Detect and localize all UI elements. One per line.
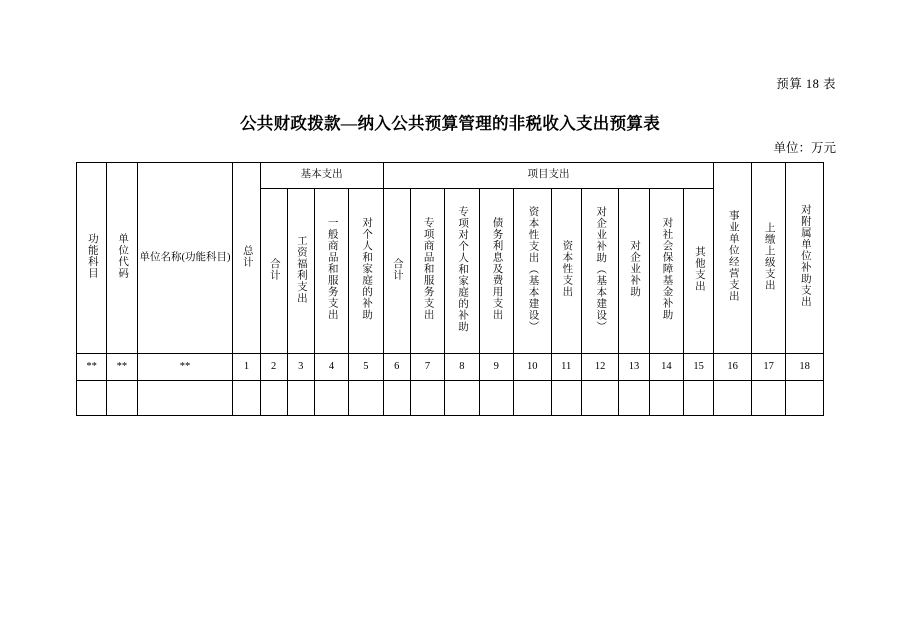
header-cell-social-security-fund-subsidy <box>649 189 683 354</box>
header-label-enterprise-subsidy-construction: 对企业补助（基本建设） <box>595 205 607 333</box>
header-label-special-goods-services: 专项商品和服务支出 <box>422 217 434 321</box>
header-label-social-security-fund-subsidy: 对社会保障基金补助 <box>661 217 673 321</box>
header-label-remit-upper: 上缴上级支出 <box>763 221 775 291</box>
cell-number: 16 <box>714 354 752 381</box>
header-label-institution-operating: 事业单位经营支出 <box>727 210 739 303</box>
header-cell-unit-name <box>137 163 233 354</box>
cell-blank <box>619 381 649 416</box>
cell-blank <box>77 381 107 416</box>
cell-blank <box>649 381 683 416</box>
cell-blank <box>479 381 513 416</box>
header-cell-personal-family-subsidy <box>349 189 383 354</box>
cell-number: ** <box>107 354 137 381</box>
header-label-debt-interest-fees: 债务利息及费用支出 <box>491 217 503 321</box>
header-label-enterprise-subsidy: 对企业补助 <box>629 240 641 298</box>
cell-number: 17 <box>751 354 785 381</box>
cell-blank <box>349 381 383 416</box>
cell-number: 15 <box>684 354 714 381</box>
cell-number: 5 <box>349 354 383 381</box>
header-label-project-subtotal: 合计 <box>391 257 403 281</box>
header-label-total: 总计 <box>241 244 253 268</box>
header-cell-debt-interest-fees <box>479 189 513 354</box>
page-title: 公共财政拨款—纳入公共预算管理的非税收入支出预算表 <box>240 114 660 133</box>
header-cell-special-goods-services <box>410 189 444 354</box>
cell-number: 3 <box>287 354 314 381</box>
header-cell-general-goods-services <box>314 189 348 354</box>
cell-number: ** <box>77 354 107 381</box>
cell-blank <box>410 381 444 416</box>
cell-number: 2 <box>260 354 287 381</box>
cell-number: 18 <box>786 354 824 381</box>
cell-number: 14 <box>649 354 683 381</box>
header-label-unit-code: 单位代码 <box>117 233 129 280</box>
header-cell-enterprise-subsidy <box>619 189 649 354</box>
form-code: 预算 18 表 <box>776 77 836 91</box>
header-cell-total <box>233 163 260 354</box>
cell-number: 10 <box>514 354 552 381</box>
header-cell-project-subtotal <box>383 189 410 354</box>
cell-number: 6 <box>383 354 410 381</box>
table-group-header-row <box>77 163 824 189</box>
header-label-subsidiary-subsidy: 对附属单位补助支出 <box>799 204 811 308</box>
header-cell-unit-code <box>107 163 137 354</box>
cell-blank <box>751 381 785 416</box>
header-cell-other-expenditure <box>684 189 714 354</box>
cell-blank <box>581 381 619 416</box>
cell-blank <box>684 381 714 416</box>
group-header-basic-expenditure <box>260 163 383 189</box>
cell-number: 4 <box>314 354 348 381</box>
group-label-basic-expenditure: 基本支出 <box>300 169 343 181</box>
header-label-general-goods-services: 一般商品和服务支出 <box>326 217 338 321</box>
cell-number: 13 <box>619 354 649 381</box>
header-label-unit-name: 单位名称(功能科目) <box>139 251 231 263</box>
cell-blank <box>137 381 233 416</box>
cell-blank <box>786 381 824 416</box>
cell-blank <box>233 381 260 416</box>
header-cell-subsidiary-subsidy <box>786 163 824 354</box>
cell-blank <box>445 381 479 416</box>
cell-blank <box>107 381 137 416</box>
header-label-other-expenditure: 其他支出 <box>693 246 705 293</box>
cell-number: 9 <box>479 354 513 381</box>
table-row <box>77 381 824 416</box>
header-label-salary-welfare: 工资福利支出 <box>295 234 307 304</box>
header-cell-function-subject <box>77 163 107 354</box>
budget-table <box>76 162 824 416</box>
cell-number: 1 <box>233 354 260 381</box>
header-cell-capital-expenditure <box>551 189 581 354</box>
cell-blank <box>383 381 410 416</box>
header-label-capital-expenditure: 资本性支出 <box>561 240 573 298</box>
cell-number: 7 <box>410 354 444 381</box>
header-label-capital-expenditure-construction: 资本性支出（基本建设） <box>527 205 539 333</box>
unit-note: 单位：万元 <box>773 141 836 155</box>
header-cell-capital-expenditure-construction <box>514 189 552 354</box>
cell-blank <box>287 381 314 416</box>
header-cell-institution-operating <box>714 163 752 354</box>
cell-number: 12 <box>581 354 619 381</box>
cell-blank <box>514 381 552 416</box>
header-label-personal-family-subsidy: 对个人和家庭的补助 <box>361 217 373 321</box>
header-cell-salary-welfare <box>287 189 314 354</box>
header-cell-special-personal-family-subsidy <box>445 189 479 354</box>
header-label-basic-subtotal: 合计 <box>268 257 280 281</box>
table-row <box>77 354 824 381</box>
cell-blank <box>551 381 581 416</box>
header-label-special-personal-family-subsidy: 专项对个人和家庭的补助 <box>457 205 469 333</box>
header-cell-basic-subtotal <box>260 189 287 354</box>
cell-blank <box>714 381 752 416</box>
cell-blank <box>314 381 348 416</box>
cell-number: 11 <box>551 354 581 381</box>
group-label-project-expenditure: 项目支出 <box>527 169 570 181</box>
cell-number: 8 <box>445 354 479 381</box>
header-cell-remit-upper <box>751 163 785 354</box>
cell-blank <box>260 381 287 416</box>
header-label-function-subject: 功能科目 <box>86 233 98 280</box>
cell-number: ** <box>137 354 233 381</box>
group-header-project-expenditure <box>383 163 714 189</box>
header-cell-enterprise-subsidy-construction <box>581 189 619 354</box>
